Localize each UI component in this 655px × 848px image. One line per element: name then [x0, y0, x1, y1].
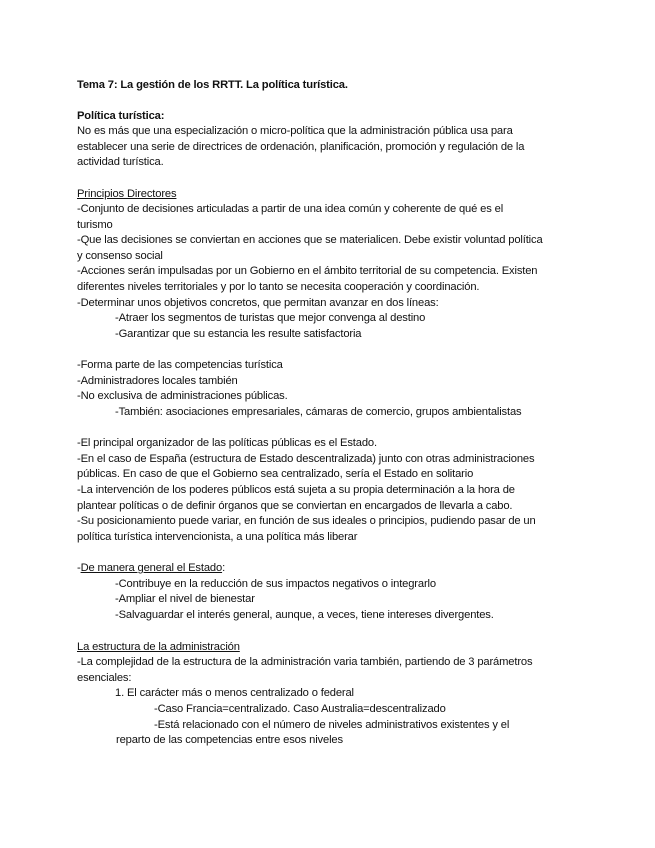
paragraph-line: -El principal organizador de las políticas públicas es el Estado.	[77, 437, 377, 449]
paragraph-line: -Su posicionamiento puede variar, en función de sus ideales o principios, pudiendo pasar de un	[77, 515, 536, 527]
sub-bullet: -Caso Francia=centralizado. Caso Australia=descentralizado	[154, 703, 446, 715]
paragraph-line: -La intervención de los poderes públicos está sujeta a su propia determinación a la hora de	[77, 484, 515, 496]
principios-heading: Principios Directores	[77, 188, 177, 200]
general-heading: De manera general el Estado	[80, 562, 223, 574]
dash: -	[77, 562, 81, 574]
paragraph-line: No es más que una especialización o micro-política que la administración pública usa para	[77, 125, 513, 137]
sub-bullet: -Ampliar el nivel de bienestar	[115, 593, 255, 605]
paragraph-line: -Acciones serán impulsadas por un Gobierno en el ámbito territorial de su competencia. Existen	[77, 265, 538, 277]
paragraph-line: públicas. En caso de que el Gobierno sea centralizado, sería el Estado en solitario	[77, 468, 474, 480]
paragraph-line: diferentes niveles territoriales y por lo tanto se necesita cooperación y coordinación.	[77, 281, 480, 293]
numbered-item: 1. El carácter más o menos centralizado o federal	[115, 687, 354, 699]
paragraph-line: -Administradores locales también	[77, 375, 238, 387]
sub-bullet: -Salvaguardar el interés general, aunque, a veces, tiene intereses divergentes.	[115, 609, 494, 621]
politica-heading: Política turística:	[77, 110, 165, 122]
sub-bullet: -Contribuye en la reducción de sus impactos negativos o integrarlo	[115, 578, 436, 590]
paragraph-line: esenciales:	[77, 672, 132, 684]
paragraph-line: reparto de las competencias entre esos niveles	[116, 734, 343, 746]
paragraph-line: actividad turística.	[77, 156, 164, 168]
paragraph-line: -La complejidad de la estructura de la administración varia también, partiendo de 3 parámetros	[77, 656, 533, 668]
sub-bullet: -Está relacionado con el número de niveles administrativos existentes y el	[154, 719, 510, 731]
paragraph-line: turismo	[77, 219, 113, 231]
sub-bullet: -Atraer los segmentos de turistas que mejor convenga al destino	[115, 312, 426, 324]
document-title: Tema 7: La gestión de los RRTT. La política turística.	[77, 79, 348, 91]
paragraph-line: -En el caso de España (estructura de Estado descentralizada) junto con otras administraciones	[77, 453, 535, 465]
general-heading-line	[77, 561, 225, 577]
paragraph-line: -Forma parte de las competencias turística	[77, 359, 283, 371]
colon: :	[222, 562, 226, 574]
paragraph-line: -Que las decisiones se conviertan en acciones que se materialicen. Debe existir voluntad política	[77, 234, 543, 246]
sub-bullet: -También: asociaciones empresariales, cámaras de comercio, grupos ambientalistas	[115, 406, 522, 418]
paragraph-line: -No exclusiva de administraciones públicas.	[77, 390, 288, 402]
paragraph-line: -Conjunto de decisiones articuladas a partir de una idea común y coherente de qué es el	[77, 203, 504, 215]
paragraph-line: plantear políticas o de definir órganos que se conviertan en encargados de llevarla a cabo.	[77, 500, 513, 512]
paragraph-line: política turística intervencionista, a una política más liberar	[77, 531, 358, 543]
paragraph-line: establecer una serie de directrices de ordenación, planificación, promoción y regulación de la	[77, 141, 525, 153]
sub-bullet: -Garantizar que su estancia les resulte satisfactoria	[115, 328, 362, 340]
paragraph-line: y consenso social	[77, 250, 163, 262]
estructura-heading: La estructura de la administración	[77, 641, 240, 653]
paragraph-line: -Determinar unos objetivos concretos, que permitan avanzar en dos líneas:	[77, 297, 439, 309]
